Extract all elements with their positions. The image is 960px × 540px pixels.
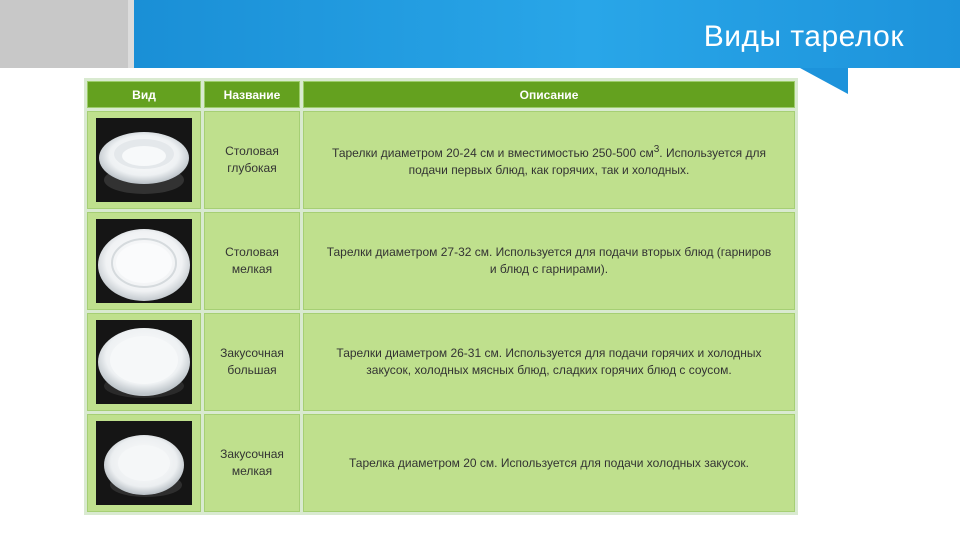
plate-description-cell (303, 414, 795, 512)
header-gray-block (0, 0, 128, 68)
plate-description-cell (303, 111, 795, 209)
deep-plate-photo (96, 118, 192, 202)
plate-name-line2: мелкая (231, 262, 273, 276)
image-cell (87, 414, 201, 512)
page-title: Виды тарелок (703, 20, 904, 53)
column-header-type: Вид (87, 81, 201, 108)
image-cell (87, 212, 201, 310)
column-header-name: Название (204, 81, 300, 108)
table-row (87, 313, 795, 411)
table-row (87, 111, 795, 209)
plate-name-line2: большая (227, 363, 277, 377)
description-line2: подачи первых блюд, как горячих, так и холодных. (408, 163, 690, 177)
description-line2: закусок, холодных мясных блюд, сладких горячих блюд с соусом. (366, 363, 732, 377)
plate-name-cell (204, 313, 300, 411)
plate-name-line1: Закусочная (220, 346, 284, 360)
image-cell (87, 313, 201, 411)
plate-name-line2: мелкая (231, 464, 273, 478)
shallow-plate-photo (96, 219, 192, 303)
table-header-row (87, 81, 795, 108)
plate-name-line2: глубокая (227, 161, 277, 175)
plate-name-line1: Столовая (225, 144, 279, 158)
plate-description-cell (303, 313, 795, 411)
plate-name-cell (204, 212, 300, 310)
description-line1: Тарелки диаметром 27-32 см. Используется для подачи вторых блюд (гарниров (326, 245, 772, 259)
description-line1: Тарелки диаметром 26-31 см. Используется для подачи горячих и холодных (336, 346, 762, 360)
plate-name-cell (204, 414, 300, 512)
table-row (87, 414, 795, 512)
description-line1: Тарелка диаметром 20 см. Используется для подачи холодных закусок. (348, 455, 750, 470)
plate-description-cell (303, 212, 795, 310)
image-cell (87, 111, 201, 209)
description-line1: Тарелки диаметром 20-24 см и вместимостью 250-500 см (332, 146, 654, 160)
small-snack-plate-photo (96, 421, 192, 505)
description-line1-end: . Используется для (659, 146, 766, 160)
table-row (87, 212, 795, 310)
banner-tail (800, 68, 848, 94)
plate-types-table (84, 78, 798, 515)
column-header-description: Описание (303, 81, 795, 108)
plate-name-line1: Закусочная (220, 447, 284, 461)
plate-name-line1: Столовая (225, 245, 279, 259)
description-line2: и блюд с гарнирами). (489, 262, 609, 276)
large-snack-plate-photo (96, 320, 192, 404)
plate-name-cell (204, 111, 300, 209)
description-superscript: 3 (653, 144, 660, 155)
